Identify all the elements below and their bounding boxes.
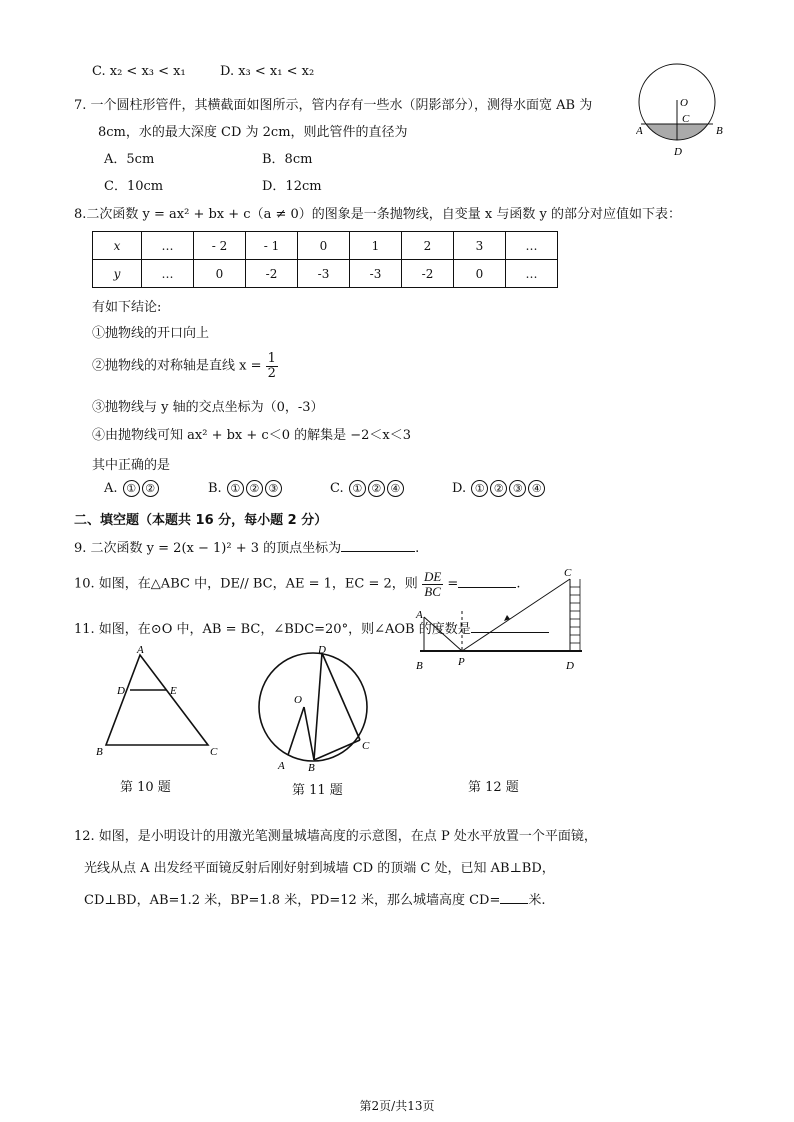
table-cell: -2	[402, 260, 454, 288]
q12-line2: 光线从点 A 出发经平面镜反射后刚好射到城墙 CD 的顶端 C 处，已知 AB⊥BD，	[84, 861, 555, 876]
q7-option-c: C．10cm	[104, 179, 164, 194]
table-cell: - 2	[194, 232, 246, 260]
q8-conclusion-1: ①抛物线的开口向上	[92, 326, 210, 341]
label-d: D	[674, 146, 682, 158]
table-row-y	[93, 260, 558, 288]
q8-intro: 有如下结论:	[92, 300, 162, 315]
q7-pipe-figure	[636, 62, 726, 162]
q8-option-a: A. ① ②	[104, 480, 160, 497]
q12-line1: 12. 如图，是小明设计的用激光笔测量城墙高度的示意图，在点 P 处水平放置一个平面镜，	[74, 829, 597, 844]
table-cell: y	[93, 260, 142, 288]
page-footer: 第2页/共13页	[359, 1099, 435, 1113]
q7-option-d: D．12cm	[262, 179, 322, 194]
table-cell: - 1	[246, 232, 298, 260]
q12-line3: CD⊥BD，AB=1.2 米，BP=1.8 米，PD=12 米，那么城墙高度 CD= 米.	[84, 893, 546, 908]
table-cell: …	[142, 260, 194, 288]
table-row-x	[93, 232, 558, 260]
circled-1: ①	[92, 326, 106, 341]
label-o: O	[680, 97, 688, 109]
label-e: E	[170, 685, 177, 697]
table-cell: 0	[298, 232, 350, 260]
q7-line2: 8cm，水的最大深度 CD 为 2cm，则此管件的直径为	[98, 125, 408, 140]
table-cell: 0	[194, 260, 246, 288]
q11: 11. 如图，在⊙O 中，AB = BC，∠BDC=20°，则∠AOB 的度数是	[74, 618, 549, 637]
label-c: C	[682, 113, 690, 125]
table-cell: -2	[246, 260, 298, 288]
q8-stem: 8.二次函数 y = ax² + bx + c（a ≠ 0）的图象是一条抛物线，自变量 x 与函数 y 的部分对应值如下表：	[74, 207, 681, 222]
label-b: B	[308, 762, 315, 774]
q8-option-c: C. ① ② ④	[330, 480, 405, 497]
q8-ask: 其中正确的是	[92, 458, 171, 473]
q8-conclusion-2: ②抛物线的对称轴是直线 x = $\frac{1}{2}$	[92, 351, 276, 381]
q10-triangle-figure	[92, 645, 222, 757]
q7-line1: 7. 一个圆柱形管件，其横截面如图所示，管内存有一些水（阴影部分），测得水面宽 AB 为	[74, 98, 593, 113]
table-cell: 1	[350, 232, 402, 260]
circled-4: ④	[92, 428, 106, 443]
table-cell: x	[93, 232, 142, 260]
label-c: C	[564, 567, 572, 579]
label-o: O	[294, 694, 302, 706]
fraction-de-bc: $\frac{DE}{BC}$	[423, 569, 442, 599]
q6-option-c: C. x₂ < x₃ < x₁	[92, 64, 186, 79]
q12-figure	[410, 565, 595, 677]
table-cell: …	[506, 232, 558, 260]
q9: 9. 二次函数 y = 2(x − 1)² + 3 的顶点坐标为 .	[74, 541, 420, 556]
q10: 10. 如图，在△ABC 中，DE// BC，AE = 1，EC = 2，则 $\frac{DE}{BC}$ = .	[74, 569, 521, 599]
fig11-caption: 第 11 题	[292, 783, 343, 798]
q7-option-b: B．8cm	[262, 152, 313, 167]
fraction-one-half: $\frac{1}{2}$	[267, 351, 276, 381]
label-d: D	[566, 660, 574, 672]
q8-conclusion-4: ④由抛物线可知 ax² + bx + c＜0 的解集是 −2＜x＜3	[92, 428, 411, 443]
q8-conclusion-3: ③抛物线与 y 轴的交点坐标为（0，-3）	[92, 400, 324, 415]
label-p: P	[458, 656, 465, 668]
label-a: A	[278, 760, 285, 772]
q11-circle-figure	[248, 645, 378, 775]
fig12-caption: 第 12 题	[468, 780, 519, 795]
q8-option-b: B. ① ② ③	[208, 480, 283, 497]
label-a: A	[416, 609, 423, 621]
q7-option-a: A．5cm	[104, 152, 155, 167]
table-cell: 2	[402, 232, 454, 260]
q6-option-d: D. x₃ < x₁ < x₂	[220, 64, 315, 79]
table-cell: -3	[350, 260, 402, 288]
circled-2: ②	[92, 358, 106, 374]
label-b: B	[716, 125, 723, 137]
table-cell: 0	[454, 260, 506, 288]
circled-3: ③	[92, 400, 106, 415]
label-a: A	[137, 645, 144, 656]
fig10-caption: 第 10 题	[120, 780, 171, 795]
label-d: D	[318, 645, 326, 656]
table-cell: -3	[298, 260, 350, 288]
label-d: D	[117, 685, 125, 697]
label-c: C	[362, 740, 370, 752]
label-c: C	[210, 746, 218, 757]
table-cell: 3	[454, 232, 506, 260]
q8-option-d: D. ① ② ③ ④	[452, 480, 546, 497]
label-b: B	[416, 660, 423, 672]
label-b: B	[96, 746, 103, 757]
section-2-heading: 二、填空题（本题共 16 分，每小题 2 分）	[74, 513, 328, 528]
label-a: A	[636, 125, 643, 137]
table-cell: …	[506, 260, 558, 288]
q8-value-table	[92, 231, 558, 288]
table-cell: …	[142, 232, 194, 260]
